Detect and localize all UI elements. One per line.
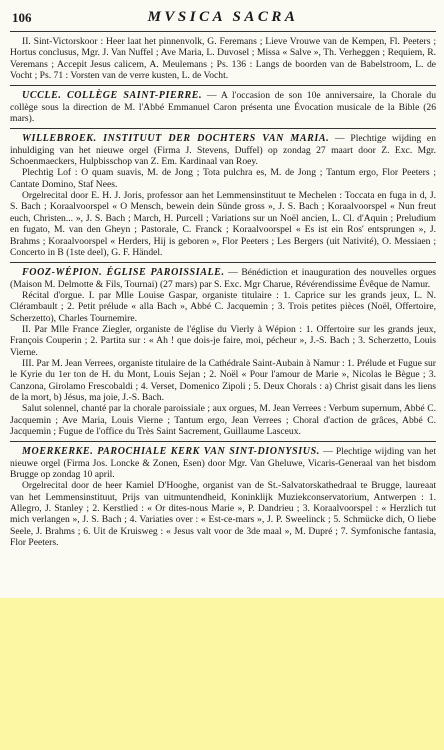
highlight-overlay xyxy=(0,598,444,750)
page-number: 106 xyxy=(12,10,32,25)
section-sint-victorskoor xyxy=(10,36,436,81)
section-willebroek xyxy=(10,133,436,258)
paragraph: Plechtig Lof : O quam suavis, M. de Jong ; Tota pulchra es, M. de Jong ; Tantum ergo, Flor Peeters ; Cantate Domino, Staf Nees. xyxy=(10,167,436,190)
section-rule xyxy=(10,85,436,86)
section-rule xyxy=(10,128,436,129)
paragraph: II. Par Mlle France Ziegler, organiste de l'église du Vierly à Wépion : 1. Offertoire sur les grands jeux, François Couperin ; 2. Partita sur : « Ah ! que dois-je faire, moi, pécheur », J.-S. Bach ; 3. Scherzetto, Louis Vierne. xyxy=(10,323,436,358)
section-fooz-wepion xyxy=(10,267,436,437)
paragraph: III. Par M. Jean Verrees, organiste titulaire de la Cathédrale Saint-Aubain à Namur : 1. Prélude et Fugue sur le Kyrie du 1er ton de H. du Mont, Louis Sejan ; 2. Noël « Pour l'amour de Marie », Nicolas le Bègue ; 3. Canzona, Girolamo Frescobaldi ; 4. Verset, Domenico Zipoli ; 5. Deux Chorals : a) Christ gisait dans les liens de la mort, b) Jésus, ma joie, J.-S. Bach. xyxy=(10,357,436,403)
paragraph xyxy=(10,267,436,290)
paragraph-text: — Bénédiction et inauguration des nouvelles orgues (Maison M. Delmotte & Fils, Tournai) (27 mars) par S. Exc. Mgr Charue, Révérendissime Évêque de Namur. xyxy=(10,267,436,290)
paragraph xyxy=(10,90,436,124)
paragraph: Récital d'orgue. I. par Mlle Louise Gaspar, organiste titulaire : 1. Caprice sur les grands jeux, L. N. Clérambault ; 2. Petit prélude « alla Bach », Abbé C. Jacquemin ; 3. Trois petites pièces (Noël, Offertoire, Scherzetto), Charles Tournemire. xyxy=(10,289,436,324)
paragraph xyxy=(10,133,436,167)
section-heading: MOERKERKE. PAROCHIALE KERK VAN SINT-DIONYSIUS. xyxy=(22,446,320,458)
paragraph-text: — Plechtige wijding van het nieuwe orgel (Firma Jos. Loncke & Zonen, Esen) door Mgr. Van Gheluwe, Vicaris-Generaal van het bisdom Brugge op zondag 10 april. xyxy=(10,446,436,481)
section-rule xyxy=(10,441,436,442)
section-heading: FOOZ-WÉPION. ÉGLISE PAROISSIALE. xyxy=(22,267,225,279)
paragraph: Orgelrecital door de heer Kamiel D'Hooghe, organist van de St.-Salvatorskathedraal te Brugge, laureaat van het Lemmensinstituut, Prijs van uitmuntendheid, Koninklijk Muziekconservatorium, Antwerpen : 1. Allegro, J. Stanley ; 2. Kerstlied : « Or dites-nous Marie », P. Dandrieu ; 3. Koraalvoorspel : « Herzlich tut mich verlangen », J. S. Bach ; 4. Variaties over : « Est-ce-mars », J. P. Sweelinck ; 5. Schmücke dich, O liebe Seele, J. Brahms ; 6. Uit de Kruisweg : « Jesus valt voor de 3de maal », M. Dupré ; 7. Symfonische fantasia, Flor Peeters. xyxy=(10,480,436,549)
paragraph: II. Sint-Victorskoor : Heer laat het pinnenvolk, G. Feremans ; Lieve Vrouwe van de Kempen, Fl. Peeters ; Hortus conclusus, Mgr. J. Van Nuffel ; Ave Maria, L. Duvosel ; Missa « Salve », Th. Verheggen ; Requiem, R. Veremans ; Accepit Jesus calicem, A. Meulemans ; Ps. 136 : Langs de boorden van de Babelstroom, L. de Vocht ; Ps. 71 : Vorsten van de verre kusten, L. de Vocht. xyxy=(10,36,436,82)
section-rule xyxy=(10,262,436,263)
header-rule xyxy=(10,31,436,32)
section-uccle xyxy=(10,90,436,124)
section-moerkerke xyxy=(10,446,436,548)
running-title: MVSICA SACRA xyxy=(147,9,299,25)
section-heading: UCCLE. COLLÈGE SAINT-PIERRE. xyxy=(22,90,203,102)
page-header xyxy=(10,6,436,28)
paragraph: Orgelrecital door E. H. J. Joris, professor aan het Lemmensinstituut te Mechelen : Toccata en fuga in d, J. S. Bach ; Koraalvoorspel « O Mensch, bewein dein Sünde gross », J. S. Bach ; Koraalvoorspel « Nun freut euch, Christen... », J. S. Bach ; March, H. Purcell ; Variations sur un Noël ancien, L. Cl. d'Aquin ; Preludium en fugato, M. van den Gheyn ; Pastorale, C. Franck ; Koraalvoorspel « Es ist ein Ros' entsprungen », J. Brahms ; Koraalvoorspel « Herders, Hij is geboren », Flor Peeters ; Les Bergers (uit Nativité), O. Messiaen ; Concerto in B (1ste deel), G. F. Händel. xyxy=(10,190,436,258)
paragraph-text: — Plechtige wijding en inhuldiging van het nieuwe orgel (Firma J. Stevens, Duffel) op zondag 27 maart door Z. Exc. Mgr. Schoenmaeckers, Hulpbisschop van Z. Em. Kardinaal van Roey. xyxy=(10,133,436,168)
paragraph: Salut solennel, chanté par la chorale paroissiale ; aux orgues, M. Jean Verrees : Verbum supernum, Abbé C. Jacquemin ; Ave Maria, Louis Vierne ; Tantum ergo, Jean Verrees ; Choral d'action de grâces, Abbé C. Jacquemin ; Fugue de l'office du Très Saint Sacrement, Guillaume Lasceux. xyxy=(10,403,436,437)
paragraph-text: — A l'occasion de son 10e anniversaire, la Chorale du collège sous la direction de M. l'Abbé Emmanuel Caron présenta une Évocation musicale de la Bible (26 mars). xyxy=(10,90,437,125)
section-heading: WILLEBROEK. INSTITUUT DER DOCHTERS VAN MARIA. xyxy=(22,133,330,145)
paragraph xyxy=(10,446,436,480)
